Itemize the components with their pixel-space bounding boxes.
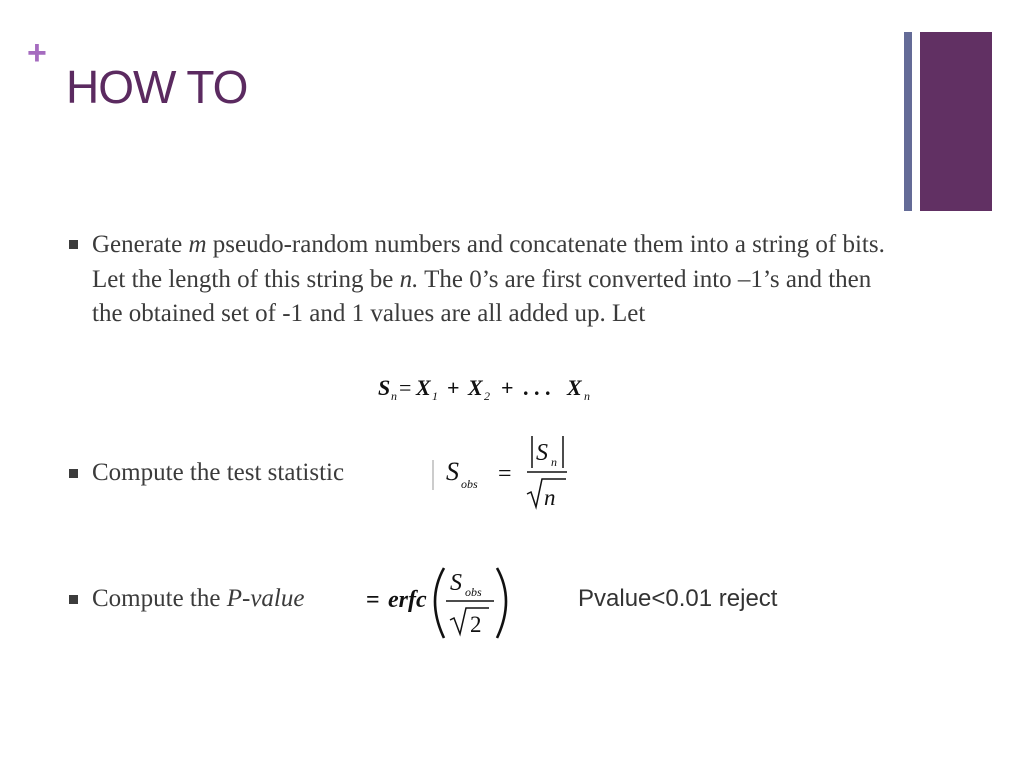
- bullet-text-pvalue: Compute the P-value: [92, 585, 305, 612]
- formula-term: S: [446, 457, 459, 486]
- formula-operator: +: [447, 375, 460, 400]
- plus-accent-icon: +: [27, 34, 47, 72]
- formula-numerator: S: [536, 440, 548, 466]
- formula-operator: =: [399, 375, 412, 400]
- bullet-marker: [69, 240, 78, 249]
- formula-denominator: 2: [470, 612, 482, 637]
- formula-function: erfc: [388, 587, 427, 613]
- formula-term: X: [416, 375, 431, 400]
- formula-operator: +: [501, 375, 514, 400]
- bullet-text-generate: Generate m pseudo-random numbers and concatenate them into a string of bits. Let the length of this string be n. The 0’s are first converted into –1’s and then the obtained set of -1 and 1 values are all added up. Let: [92, 231, 885, 327]
- decorative-bar-thick: [920, 32, 992, 211]
- formula-term: X: [468, 375, 483, 400]
- formula-subscript: n: [584, 389, 590, 403]
- formula-operator: =: [498, 461, 512, 487]
- formula-subscript: 2: [484, 389, 490, 403]
- sum-formula: [378, 368, 608, 408]
- slide-title: HOW TO: [66, 61, 248, 113]
- bullet-text-statistic: Compute the test statistic: [92, 459, 345, 486]
- formula-subscript: 1: [432, 389, 438, 403]
- formula-subscript: n: [391, 389, 397, 403]
- formula-numerator: S: [450, 570, 462, 596]
- decorative-bar-thin: [904, 32, 912, 211]
- pvalue-reject-note: Pvalue<0.01 reject: [578, 585, 778, 612]
- formula-subscript: obs: [465, 585, 482, 599]
- formula-subscript: n: [551, 455, 557, 469]
- formula-term: X: [567, 375, 582, 400]
- paren-left: [435, 568, 444, 638]
- formula-denominator: n: [544, 485, 556, 510]
- pvalue-formula: [364, 562, 514, 644]
- test-statistic-formula: [430, 426, 580, 516]
- formula-operator: =: [366, 587, 380, 613]
- bullet-marker: [69, 469, 78, 478]
- formula-term: S: [378, 375, 391, 400]
- formula-ellipsis: . . .: [523, 375, 551, 400]
- paren-right: [497, 568, 506, 638]
- formula-subscript: obs: [461, 477, 478, 491]
- bullet-marker: [69, 595, 78, 604]
